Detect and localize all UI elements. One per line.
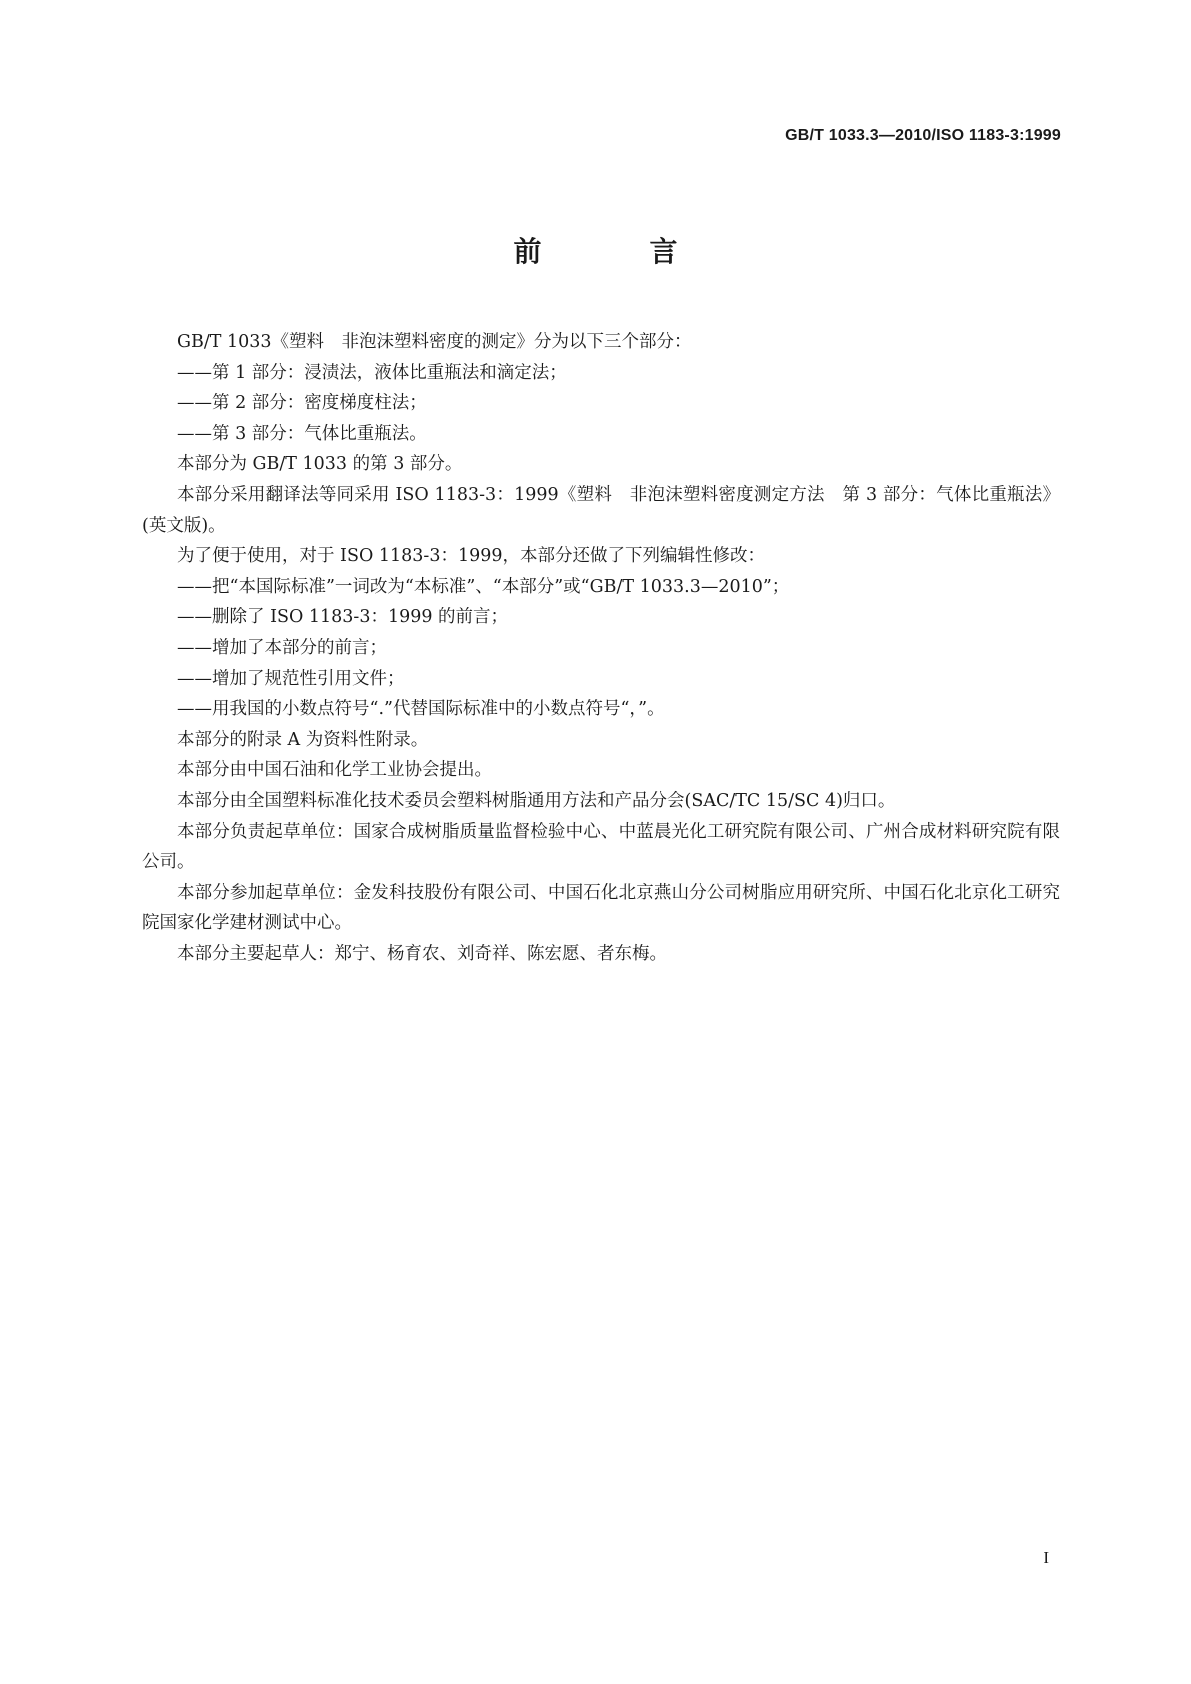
list-item-change-5: ——用我国的小数点符号“.”代替国际标准中的小数点符号“，”。 [177, 699, 665, 720]
paragraph-parts-intro: GB/T 1033《塑料 非泡沫塑料密度的测定》分为以下三个部分： [177, 332, 692, 352]
paragraph-participating-units: 本部分参加起草单位：金发科技股份有限公司、中国石化北京燕山分公司树脂应用研究所、中国石化北京化工研究院国家化学建材测试中心。 [142, 882, 1060, 934]
paragraph-adoption: 本部分采用翻译法等同采用 ISO 1183-3：1999《塑料 非泡沫塑料密度测定方法 第 3 部分：气体比重瓶法》(英文版)。 [142, 484, 1060, 536]
standard-number: GB/T 1033.3—2010/ISO 1183-3:1999 [785, 127, 1061, 144]
paragraph-editorial-changes: 为了便于使用，对于 ISO 1183-3：1999，本部分还做了下列编辑性修改： [177, 546, 765, 567]
paragraph-centralized: 本部分由全国塑料标准化技术委员会塑料树脂通用方法和产品分会(SAC/TC 15/SC 4)归口。 [177, 790, 896, 811]
paragraph-drafting-units: 本部分负责起草单位：国家合成树脂质量监督检验中心、中蓝晨光化工研究院有限公司、广州合成材料研究院有限公司。 [142, 821, 1060, 873]
list-item-change-1: ——把“本国际标准”一词改为“本标准”、“本部分”或“GB/T 1033.3—2010”； [177, 576, 790, 597]
page-title: 前 言 [513, 235, 718, 268]
list-item-change-2: ——删除了 ISO 1183-3：1999 的前言； [177, 607, 509, 628]
paragraph-this-part: 本部分为 GB/T 1033 的第 3 部分。 [177, 454, 463, 475]
page-number: I [1043, 1548, 1049, 1567]
list-item-change-3: ——增加了本部分的前言； [177, 637, 387, 658]
list-item-change-4: ——增加了规范性引用文件； [177, 668, 405, 689]
paragraph-proposer: 本部分由中国石油和化学工业协会提出。 [177, 760, 492, 781]
list-item-part-3: ——第 3 部分：气体比重瓶法。 [177, 423, 427, 444]
preface-body [142, 327, 1060, 969]
list-item-part-1: ——第 1 部分：浸渍法，液体比重瓶法和滴定法； [177, 362, 567, 383]
list-item-part-2: ——第 2 部分：密度梯度柱法； [177, 393, 427, 414]
paragraph-annex: 本部分的附录 A 为资料性附录。 [177, 729, 429, 750]
paragraph-drafters: 本部分主要起草人：郑宁、杨育农、刘奇祥、陈宏愿、者东梅。 [177, 943, 667, 964]
